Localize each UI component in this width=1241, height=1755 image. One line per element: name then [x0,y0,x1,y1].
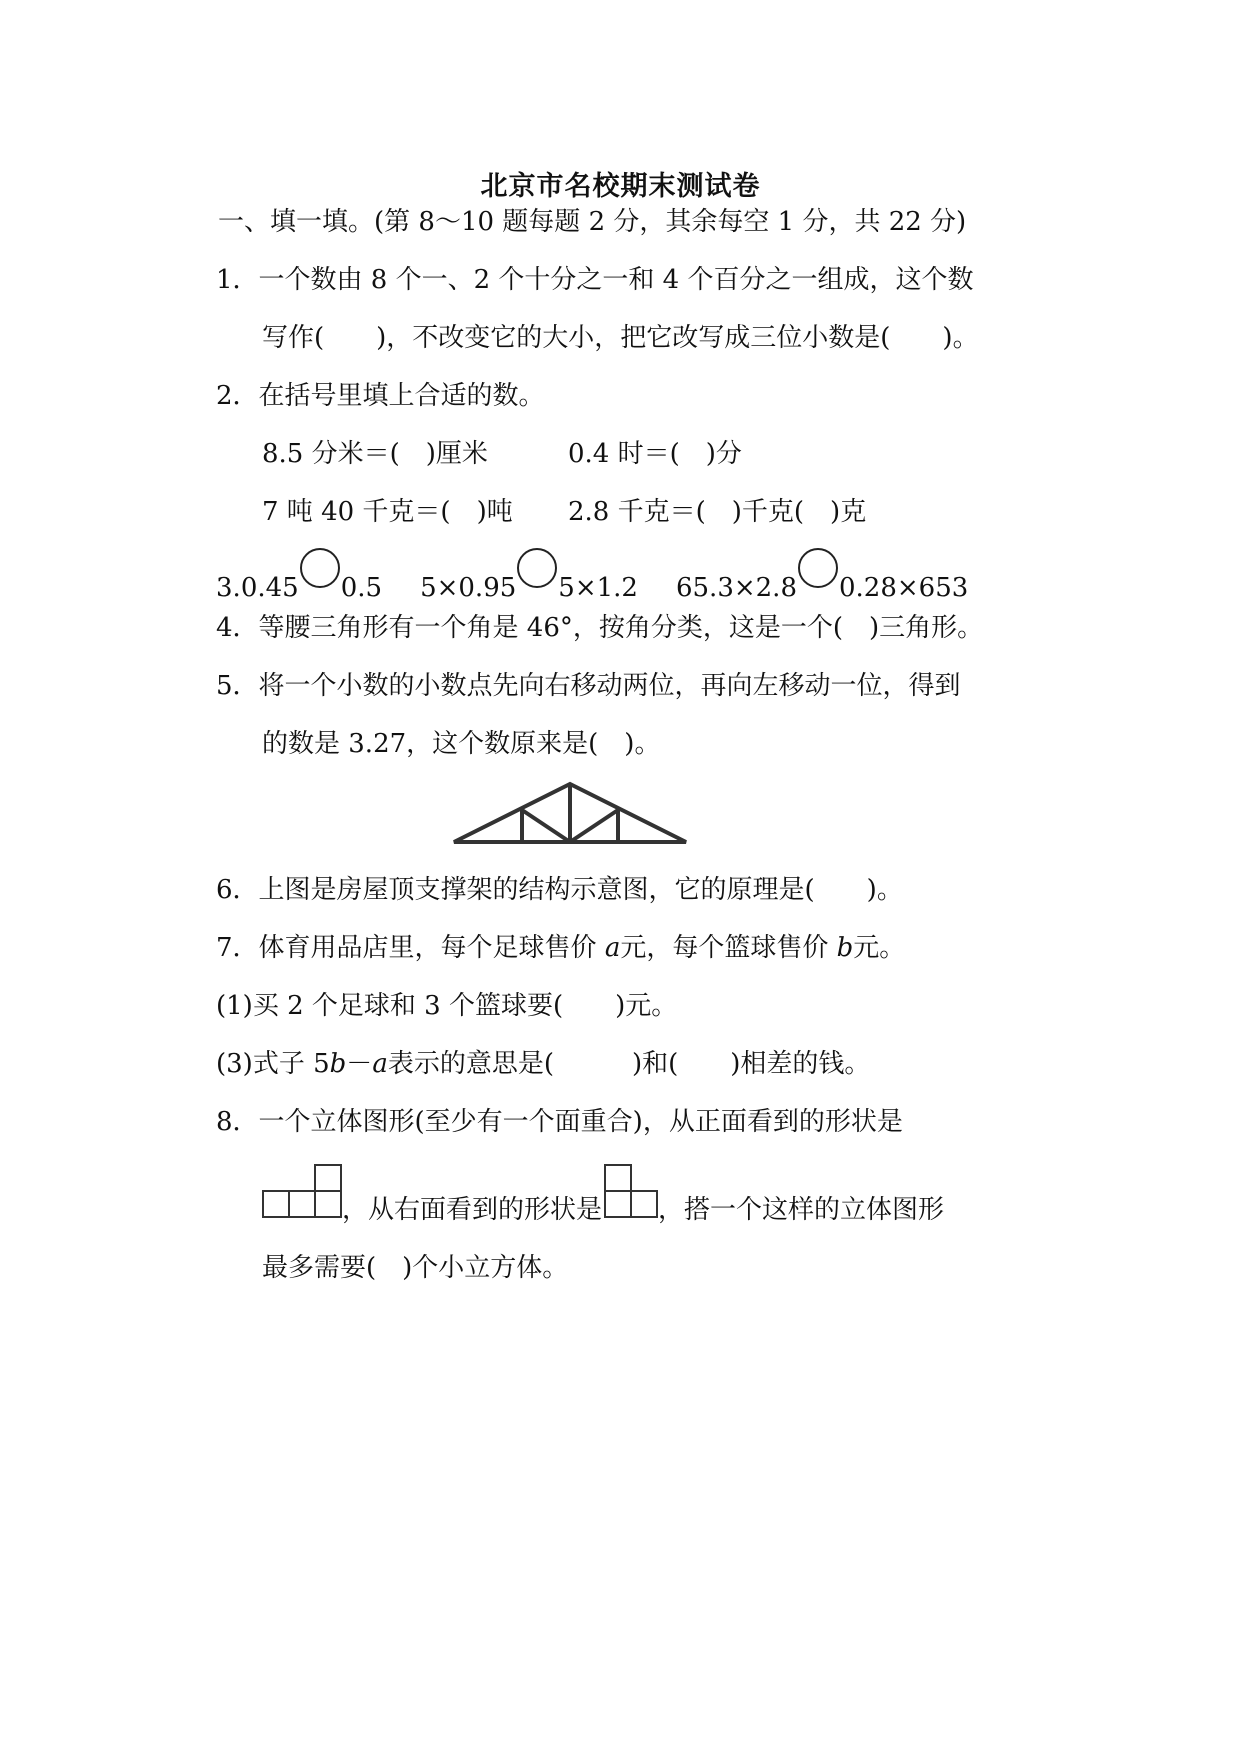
q2-line1: 2．在括号里填上合适的数。 [216,381,545,411]
q1-line1: 1．一个数由 8 个一、2 个十分之一和 4 个百分之一组成，这个数 [216,265,974,295]
q7-sub3 [216,1046,870,1082]
q3-c2-left: 5×0.95 [420,573,517,603]
q3-c1-right: 0.5 [340,573,383,603]
q6-line1: 6．上图是房屋顶支撑架的结构示意图，它的原理是( )。 [216,875,903,905]
q7-text-a: 7．体育用品店里，每个足球售价 [216,933,605,963]
roof-truss-figure [450,780,690,846]
q7-sub3-text-a: (3)式子 5 [216,1049,330,1079]
q8-line2-b: ，搭一个这样的立体图形 [658,1195,945,1225]
q4-line1: 4．等腰三角形有一个角是 46°，按角分类，这是一个( )三角形。 [216,613,984,643]
q2-item-b: 0.4 时＝( )分 [568,439,742,469]
q2-item-a: 8.5 分米＝( )厘米 [262,439,488,469]
q1-line2: 写作( )，不改变它的大小，把它改写成三位小数是( )。 [262,323,979,353]
q3-c3-left: 65.3×2.8 [675,573,797,603]
q8-line1: 8．一个立体图形(至少有一个面重合)，从正面看到的形状是 [216,1107,903,1137]
q3-c1-left: 0.45 [240,573,299,603]
q5-line2: 的数是 3.27，这个数原来是( )。 [262,729,661,759]
q7-sub3-text-b: 表示的意思是( )和( )相差的钱。 [387,1049,871,1079]
page-title: 北京市名校期末测试卷 [480,171,761,202]
q7-sub3-var-a: a [372,1049,388,1079]
q7-text-c: 元。 [853,933,906,963]
q7-sub1: (1)买 2 个足球和 3 个篮球要( )元。 [216,991,678,1021]
q7-text-b: 元，每个篮球售价 [620,933,837,963]
q7-var-b: b [836,933,854,963]
q3-c3-right: 0.28×653 [839,573,969,603]
q3-c2-right: 5×1.2 [558,573,638,603]
q7-var-a: a [604,933,621,963]
q2-item-d: 2.8 千克＝( )千克( )克 [568,497,867,527]
q3-num: 3. [216,573,241,603]
q8-line3: 最多需要( )个小立方体。 [262,1253,569,1283]
compare-circle-3[interactable] [798,548,838,588]
section-heading: 一、填一填。(第 8～10 题每题 2 分，其余每空 1 分，共 22 分) [218,207,967,237]
q7-sub3-minus: － [346,1049,373,1079]
q7-line1 [216,930,905,966]
q2-item-c: 7 吨 40 千克＝( )吨 [262,497,513,527]
right-view-figure [604,1162,660,1218]
front-view-figure [262,1162,344,1218]
q3-line [216,562,968,606]
q8-line2-a: ，从右面看到的形状是 [342,1195,603,1225]
compare-circle-1[interactable] [300,548,340,588]
compare-circle-2[interactable] [517,548,557,588]
q5-line1: 5．将一个小数的小数点先向右移动两位，再向左移动一位，得到 [216,671,961,701]
q7-sub3-var-b: b [329,1049,347,1079]
